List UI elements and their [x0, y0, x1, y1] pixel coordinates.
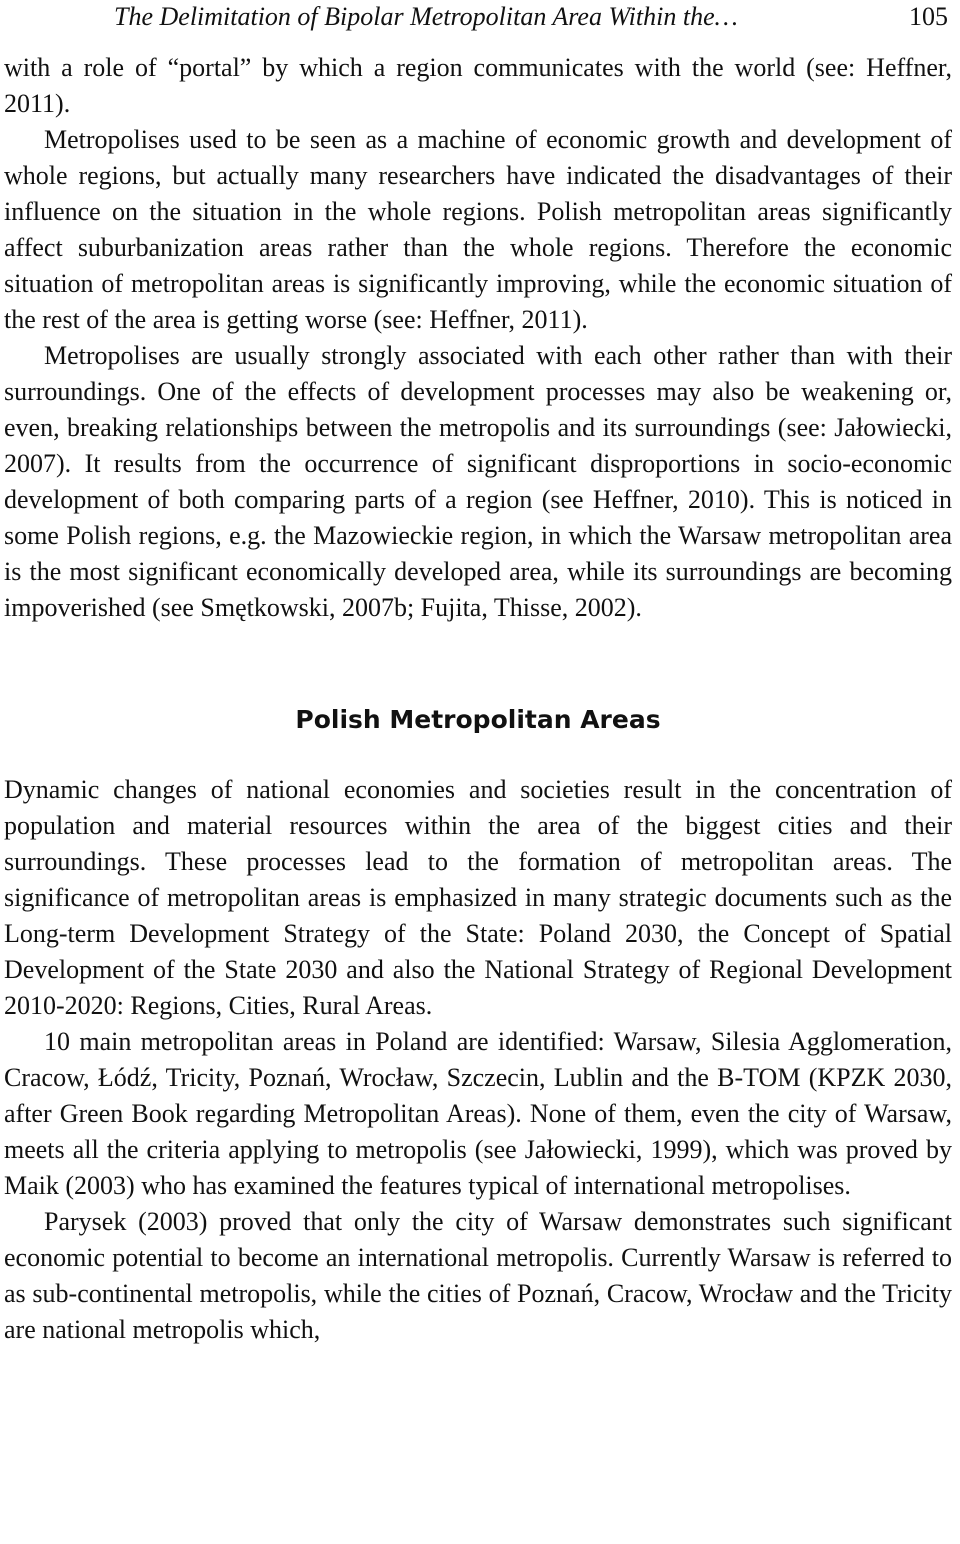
paragraph-metropolises-associated: Metropolises are usually strongly associated with each other rather than with their surroundings. One of the effects of development processes may also be weakening or, even, breaking relationships between the metropolis and its surroundings (see: Jałowiecki, 2007). It results from the occurrence of significant disproportions in socio-economic development of both comparing parts of a region (see Heffner, 2010). This is noticed in some Polish regions, e.g. the Mazowieckie region, in which the Warsaw metropolitan area is the most significant economically developed area, while its surroundings are becoming impoverished (see Smętkowski, 2007b; Fujita, Thisse, 2002).: [4, 341, 952, 622]
paragraph-dynamic-changes: Dynamic changes of national economies and societies result in the concentration of population and material resources within the area of the biggest cities and their surroundings. These processes lead to the formation of metropolitan areas. The significance of metropolitan areas is emphasized in many strategic documents such as the Long-term Development Strategy of the State: Poland 2030, the Concept of Spatial Development of the State 2030 and also the National Strategy of Regional Development 2010-2020: Regions, Cities, Rural Areas.: [4, 775, 952, 1020]
document-page: [4, 0, 952, 1348]
running-header: [4, 0, 952, 50]
paragraph-parysek: Parysek (2003) proved that only the city of Warsaw demonstrates such significant economic potential to become an international metropolis. Currently Warsaw is referred to as sub-continental metropolis, while the cities of Poznań, Cracow, Wrocław and the Tricity are national metropolis which,: [4, 1207, 952, 1344]
page-number: 105: [909, 2, 948, 31]
section-heading: Polish Metropolitan Areas: [295, 705, 661, 734]
paragraph-ten-metropolitan-areas: 10 main metropolitan areas in Poland are identified: Warsaw, Silesia Agglomeration, Cracow, Łódź, Tricity, Poznań, Wrocław, Szczecin, Lublin and the B-TOM (KPZK 2030, after Green Book regarding Metropolitan Areas). None of them, even the city of Warsaw, meets all the criteria applying to metropolis (see Jałowiecki, 1999), which was proved by Maik (2003) who has examined the features typical of international metropolises.: [4, 1027, 952, 1200]
paragraph-continuation: with a role of “portal” by which a region communicates with the world (see: Heffner, 2011).: [4, 53, 952, 118]
paragraph-metropolises-growth: Metropolises used to be seen as a machine of economic growth and development of whole regions, but actually many researchers have indicated the disadvantages of their influence on the situation in the whole regions. Polish metropolitan areas significantly affect suburbanization areas rather than the whole regions. Therefore the economic situation of metropolitan areas is significantly improving, while the economic situation of the rest of the area is getting worse (see: Heffner, 2011).: [4, 125, 952, 334]
running-title: The Delimitation of Bipolar Metropolitan Area Within the…: [114, 2, 738, 31]
